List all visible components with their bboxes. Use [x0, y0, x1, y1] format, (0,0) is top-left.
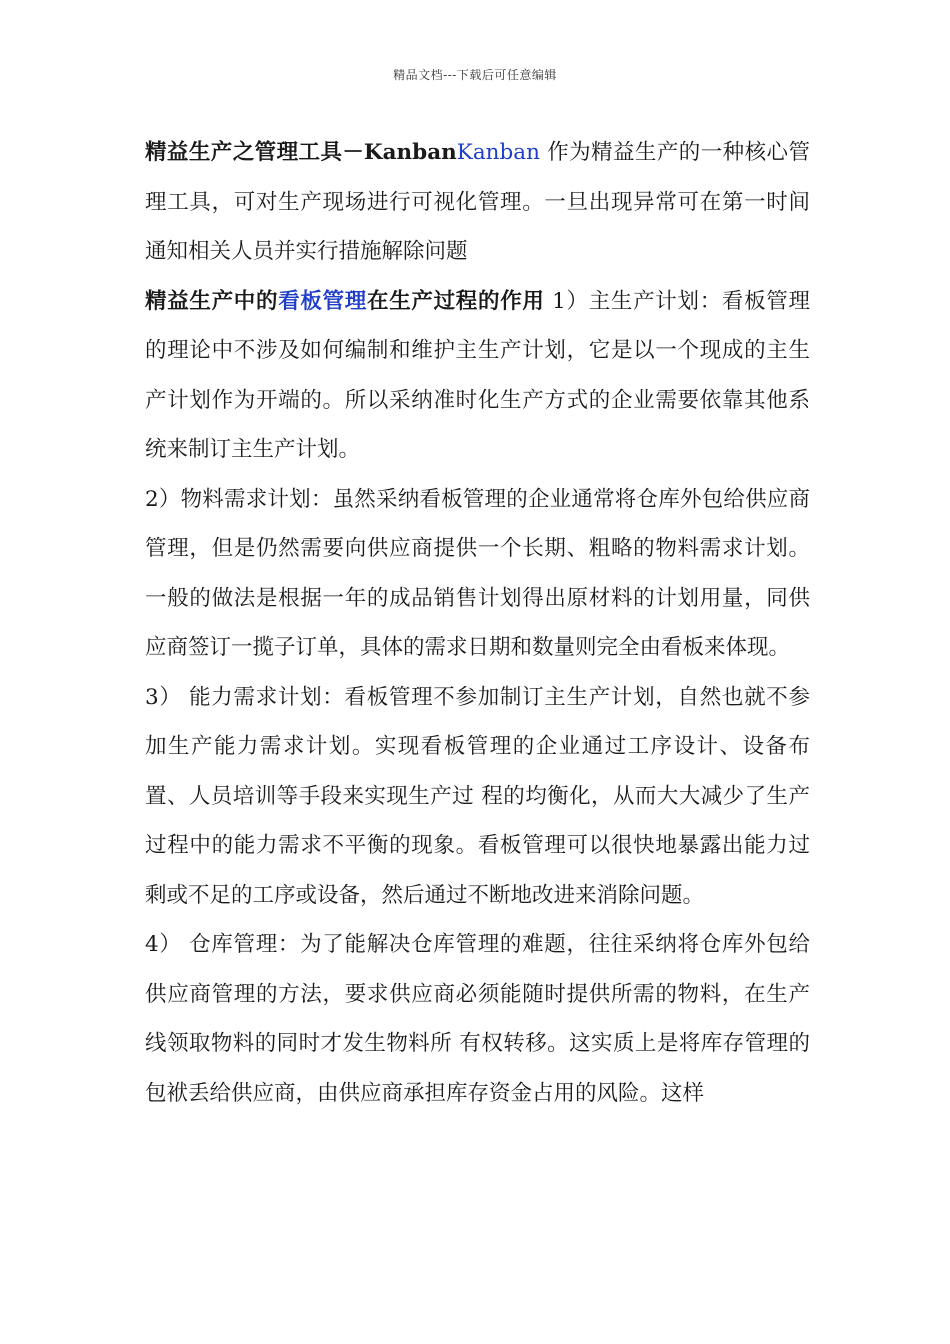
paragraph-material-planning: 2）物料需求计划：虽然采纳看板管理的企业通常将仓库外包给供应商管理，但是仍然需要向供应商提供一个长期、粗略的物料需求计划。一般的做法是根据一年的成品销售计划得出原材料的计划用量，同供应商签订一揽子订单，具体的需求日期和数量则完全由看板来体现。	[145, 486, 810, 660]
paragraph-warehouse-management: 4） 仓库管理：为了能解决仓库管理的难题，往往采纳将仓库外包给供应商管理的方法，要求供应商必须能随时提供所需的物料，在生产线领取物料的同时才发生物料所 有权转移。这实质上是将库存管理的包袱丢给供应商，由供应商承担库存资金占用的风险。这样	[145, 932, 810, 1106]
document-body	[145, 128, 810, 1118]
kanban-management-link[interactable]: 看板管理	[278, 288, 367, 314]
section-heading-b: 在生产过程的作用	[367, 288, 545, 314]
paragraph-role	[145, 277, 810, 475]
paragraph-capacity-planning: 3） 能力需求计划：看板管理不参加制订主生产计划，自然也就不参加生产能力需求计划。实现看板管理的企业通过工序设计、设备布置、人员培训等手段来实现生产过 程的均衡化，从而大大减少了生产过程中的能力需求不平衡的现象。看板管理可以很快地暴露出能力过剩或不足的工序或设备，然后通过不断地改进来消除问题。	[145, 684, 810, 908]
paragraph-intro-text: 作为精益生产的一种核心管理工具，可对生产现场进行可视化管理。一旦出现异常可在第一时间通知相关人员并实行措施解除问题	[145, 140, 810, 264]
paragraph-role-text: 1）主生产计划：看板管理的理论中不涉及如何编制和维护主生产计划，它是以一个现成的主生产计划作为开端的。所以采纳准时化生产方式的企业需要依靠其他系统来制订主生产计划。	[145, 288, 810, 462]
kanban-link[interactable]: Kanban	[456, 140, 540, 165]
page-header: 精品文档---下载后可任意编辑	[393, 68, 557, 82]
section-heading-a: 精益生产中的	[145, 288, 279, 314]
paragraph-intro	[145, 128, 810, 277]
section-title: 精益生产之管理工具－Kanban	[145, 140, 457, 165]
